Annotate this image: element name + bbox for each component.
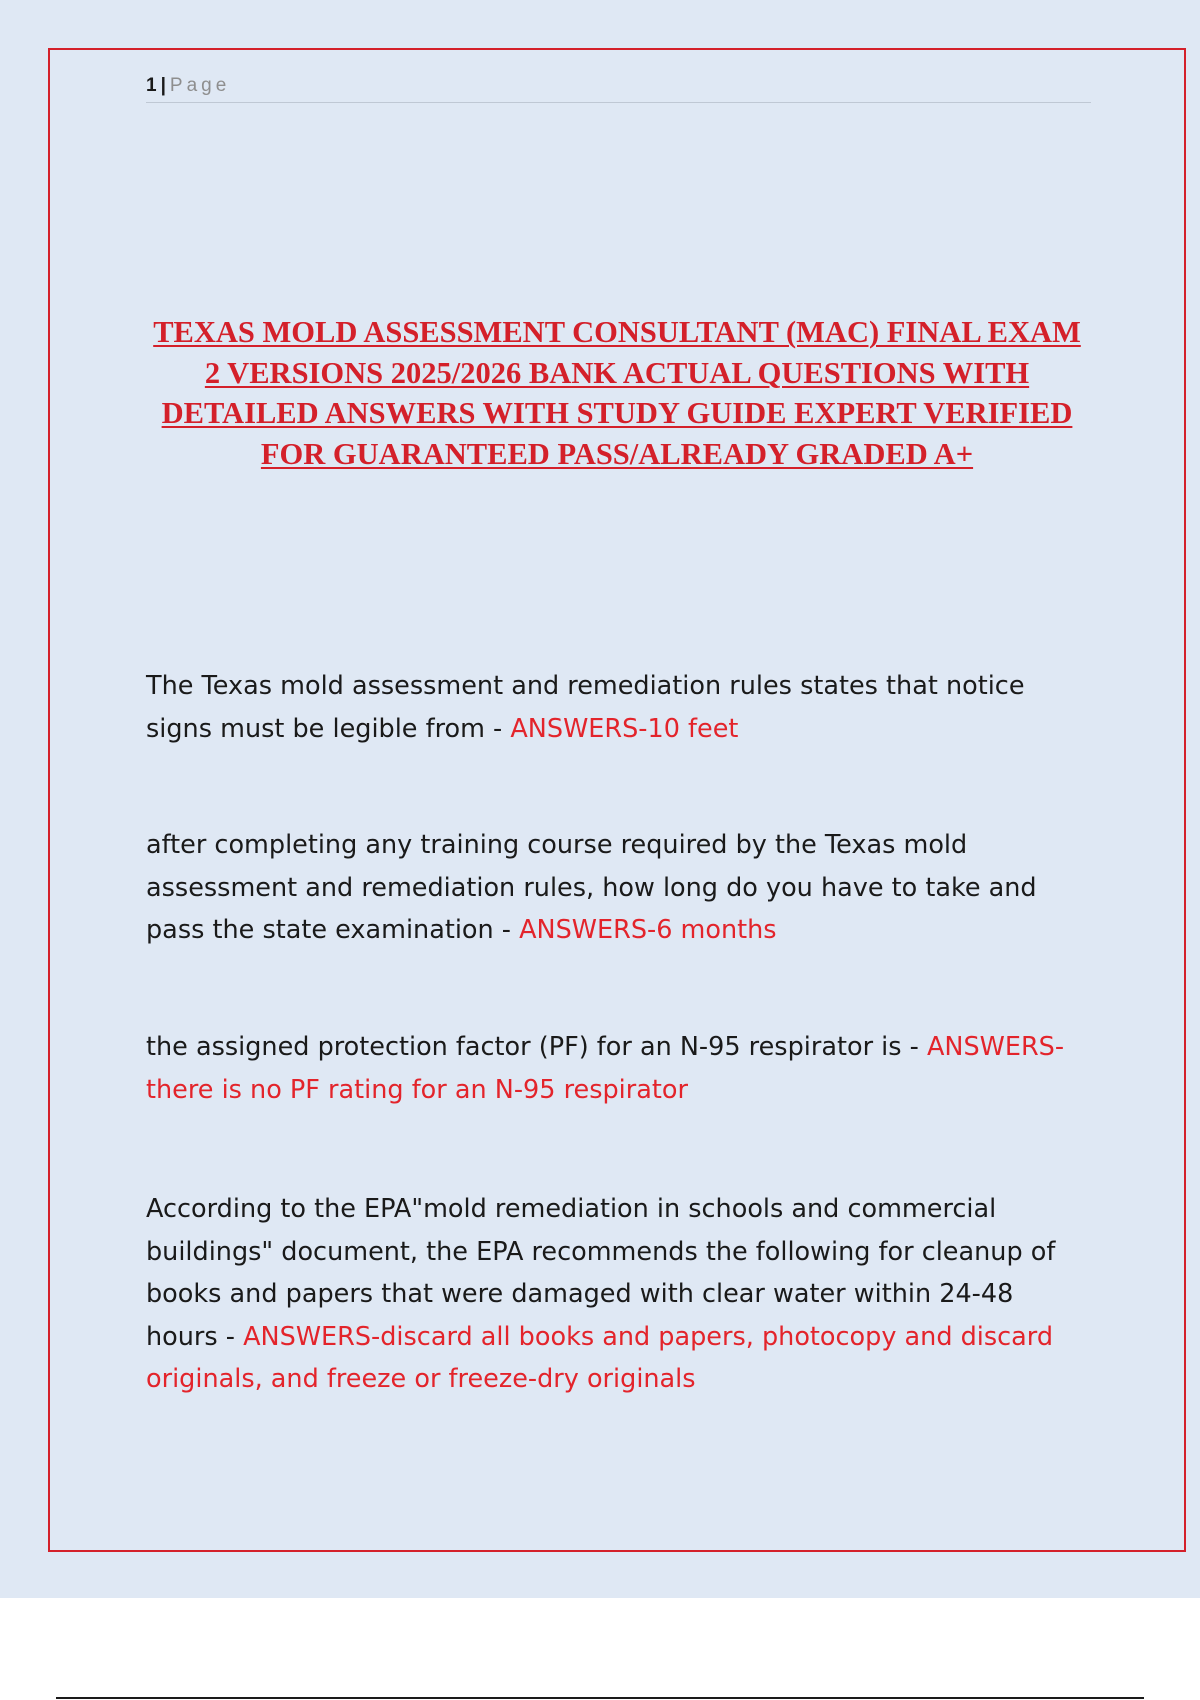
page-number: 1 [146, 75, 157, 96]
answer-text: ANSWERS-there is no PF rating for an N-95 respirator [146, 1032, 1065, 1105]
footer-rule [56, 1697, 1144, 1699]
question-text: the assigned protection factor (PF) for an N-95 respirator is - [146, 1032, 927, 1062]
question-block [146, 1188, 1091, 1401]
question-block [146, 665, 1091, 750]
answer-text: ANSWERS-6 months [519, 915, 777, 945]
page-header [146, 72, 1091, 103]
answer-text: ANSWERS-10 feet [510, 713, 739, 744]
question-block [146, 824, 1091, 952]
question-block [146, 1026, 1091, 1111]
page-label: Page [169, 75, 231, 96]
question-text: after completing any training course required by the Texas mold assessment and remediation rules, how long do you have to take and pass the state examination - [146, 830, 1037, 945]
question-text: According to the EPA"mold remediation in schools and commercial buildings" document, the EPA recommends the following for cleanup of books and papers that were damaged with clear water within 24-48 hours - [146, 1194, 1056, 1352]
question-text: The Texas mold assessment and remediation rules states that notice signs must be legible from - [146, 671, 1025, 744]
answer-text: ANSWERS-discard all books and papers, photocopy and discard originals, and freeze or freeze-dry originals [146, 1321, 1054, 1394]
document-title: TEXAS MOLD ASSESSMENT CONSULTANT (MAC) FINAL EXAM 2 VERSIONS 2025/2026 BANK ACTUAL QUESTIONS WITH DETAILED ANSWERS WITH STUDY GUIDE EXPERT VERIFIED FOR GUARANTEED PASS/ALREADY GRADED A+ [153, 315, 1081, 471]
page-separator: | [160, 75, 166, 96]
